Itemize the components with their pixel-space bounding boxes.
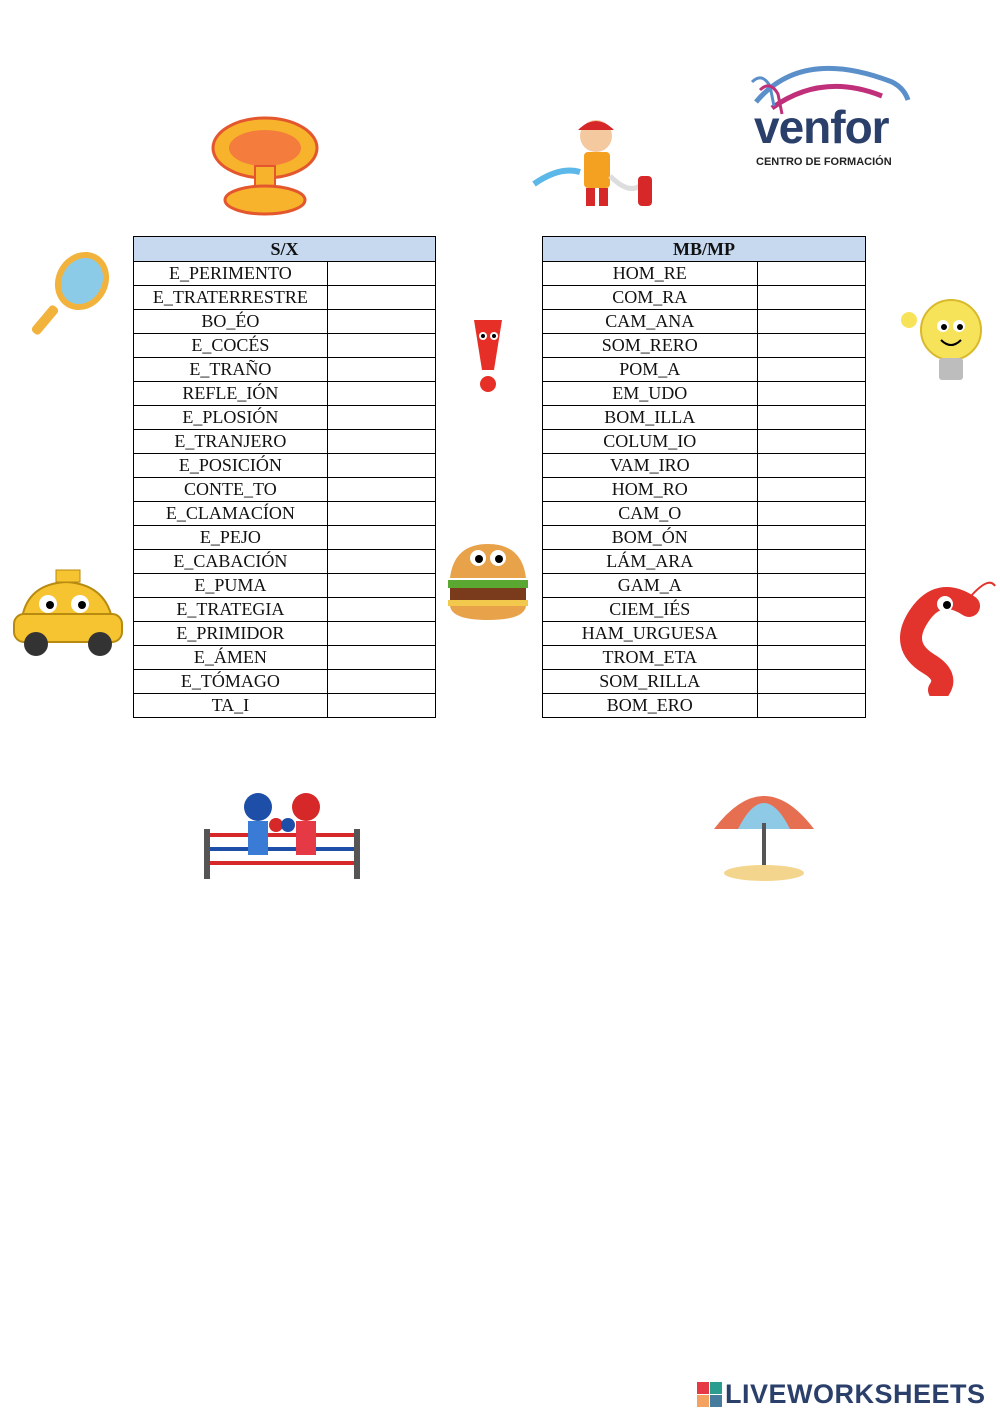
sx-answer-cell[interactable] [327, 550, 435, 574]
logo-name: venfor [754, 101, 889, 153]
sx-word: E_PEJO [134, 526, 328, 550]
table-row [134, 262, 436, 286]
mbmp-answer-cell[interactable] [757, 430, 865, 454]
sx-answer-cell[interactable] [327, 286, 435, 310]
explosion-icon [208, 108, 323, 218]
venfor-logo [742, 52, 912, 172]
mbmp-word: HOM_RE [543, 262, 758, 286]
mirror-icon [22, 245, 118, 341]
sx-word: E_PERIMENTO [134, 262, 328, 286]
table-row [134, 574, 436, 598]
table-row [543, 358, 866, 382]
sx-answer-cell[interactable] [327, 430, 435, 454]
mbmp-answer-cell[interactable] [757, 622, 865, 646]
table-row [543, 598, 866, 622]
mbmp-word: SOM_RILLA [543, 670, 758, 694]
mbmp-word: HOM_RO [543, 478, 758, 502]
lightbulb-icon [893, 290, 997, 394]
mbmp-word: VAM_IRO [543, 454, 758, 478]
mbmp-word: CAM_O [543, 502, 758, 526]
mbmp-answer-cell[interactable] [757, 406, 865, 430]
table-row [134, 478, 436, 502]
table-row [543, 526, 866, 550]
mbmp-word: BOM_ERO [543, 694, 758, 718]
mbmp-answer-cell[interactable] [757, 646, 865, 670]
mbmp-answer-cell[interactable] [757, 598, 865, 622]
sx-word: E_TÓMAGO [134, 670, 328, 694]
table-row [543, 646, 866, 670]
table-row [134, 550, 436, 574]
sx-answer-cell[interactable] [327, 526, 435, 550]
logo-subtitle: CENTRO DE FORMACIÓN [756, 156, 892, 168]
sx-answer-cell[interactable] [327, 694, 435, 718]
table-row [134, 526, 436, 550]
table-row [543, 334, 866, 358]
sx-word: TA_I [134, 694, 328, 718]
sx-word: E_TRANJERO [134, 430, 328, 454]
mbmp-answer-cell[interactable] [757, 358, 865, 382]
table-row [134, 670, 436, 694]
sx-word: REFLE_IÓN [134, 382, 328, 406]
mbmp-word: EM_UDO [543, 382, 758, 406]
table-row [543, 430, 866, 454]
sx-answer-cell[interactable] [327, 574, 435, 598]
mbmp-word: COM_RA [543, 286, 758, 310]
table-row [134, 286, 436, 310]
mbmp-word: TROM_ETA [543, 646, 758, 670]
mbmp-word: BOM_ÓN [543, 526, 758, 550]
table-row [543, 670, 866, 694]
footer-brand: LIVEWORKSHEETS [725, 1378, 986, 1409]
sx-answer-cell[interactable] [327, 334, 435, 358]
table-row [134, 406, 436, 430]
sx-answer-cell[interactable] [327, 454, 435, 478]
sx-answer-cell[interactable] [327, 262, 435, 286]
sx-word: CONTE_TO [134, 478, 328, 502]
mbmp-word: BOM_ILLA [543, 406, 758, 430]
sx-answer-cell[interactable] [327, 310, 435, 334]
table-row [543, 550, 866, 574]
sx-answer-cell[interactable] [327, 670, 435, 694]
table-mbmp-header: MB/MP [543, 237, 866, 262]
firefighter-icon [530, 116, 662, 212]
sx-word: E_TRATEGIA [134, 598, 328, 622]
liveworksheets-icon [697, 1382, 722, 1407]
sx-word: E_CLAMACÍON [134, 502, 328, 526]
table-row [543, 574, 866, 598]
sx-answer-cell[interactable] [327, 478, 435, 502]
sx-word: E_POSICIÓN [134, 454, 328, 478]
mbmp-word: COLUM_IO [543, 430, 758, 454]
table-row [134, 334, 436, 358]
mbmp-answer-cell[interactable] [757, 670, 865, 694]
shrimp-icon [879, 576, 997, 696]
sx-answer-cell[interactable] [327, 622, 435, 646]
table-row [134, 454, 436, 478]
mbmp-answer-cell[interactable] [757, 310, 865, 334]
hamburger-icon [444, 538, 532, 624]
beach-umbrella-icon [708, 773, 820, 885]
sx-word: E_COCÉS [134, 334, 328, 358]
sx-answer-cell[interactable] [327, 502, 435, 526]
mbmp-word: SOM_RERO [543, 334, 758, 358]
mbmp-answer-cell[interactable] [757, 334, 865, 358]
table-row [543, 502, 866, 526]
sx-word: E_ÁMEN [134, 646, 328, 670]
table-sx-header: S/X [134, 237, 436, 262]
table-row [134, 622, 436, 646]
mbmp-answer-cell[interactable] [757, 454, 865, 478]
table-row [543, 262, 866, 286]
table-row [543, 286, 866, 310]
boxing-icon [200, 773, 364, 885]
sx-word: BO_ÉO [134, 310, 328, 334]
table-row [543, 382, 866, 406]
table-sx [133, 236, 436, 718]
mbmp-answer-cell[interactable] [757, 694, 865, 718]
exclamation-icon [446, 314, 530, 398]
mbmp-answer-cell[interactable] [757, 550, 865, 574]
table-row [543, 454, 866, 478]
sx-word: E_PRIMIDOR [134, 622, 328, 646]
liveworksheets-logo [697, 1378, 986, 1410]
table-row [543, 406, 866, 430]
sx-answer-cell[interactable] [327, 646, 435, 670]
table-row [134, 694, 436, 718]
taxi-icon [8, 564, 126, 662]
table-row [134, 502, 436, 526]
sx-word: E_TRATERRESTRE [134, 286, 328, 310]
mbmp-answer-cell[interactable] [757, 526, 865, 550]
mbmp-answer-cell[interactable] [757, 478, 865, 502]
mbmp-word: GAM_A [543, 574, 758, 598]
table-row [134, 430, 436, 454]
mbmp-answer-cell[interactable] [757, 262, 865, 286]
sx-word: E_TRAÑO [134, 358, 328, 382]
mbmp-answer-cell[interactable] [757, 574, 865, 598]
sx-answer-cell[interactable] [327, 406, 435, 430]
sx-answer-cell[interactable] [327, 598, 435, 622]
mbmp-answer-cell[interactable] [757, 502, 865, 526]
table-mbmp [542, 236, 866, 718]
table-row [543, 694, 866, 718]
sx-answer-cell[interactable] [327, 382, 435, 406]
mbmp-word: POM_A [543, 358, 758, 382]
mbmp-word: CIEM_IÉS [543, 598, 758, 622]
table-row [543, 478, 866, 502]
table-row [134, 646, 436, 670]
mbmp-word: HAM_URGUESA [543, 622, 758, 646]
table-row [134, 598, 436, 622]
sx-word: E_CABACIÓN [134, 550, 328, 574]
sx-word: E_PUMA [134, 574, 328, 598]
table-row [134, 310, 436, 334]
table-row [134, 382, 436, 406]
table-row [134, 358, 436, 382]
mbmp-word: LÁM_ARA [543, 550, 758, 574]
sx-word: E_PLOSIÓN [134, 406, 328, 430]
mbmp-answer-cell[interactable] [757, 382, 865, 406]
mbmp-word: CAM_ANA [543, 310, 758, 334]
table-row [543, 622, 866, 646]
sx-answer-cell[interactable] [327, 358, 435, 382]
table-row [543, 310, 866, 334]
mbmp-answer-cell[interactable] [757, 286, 865, 310]
